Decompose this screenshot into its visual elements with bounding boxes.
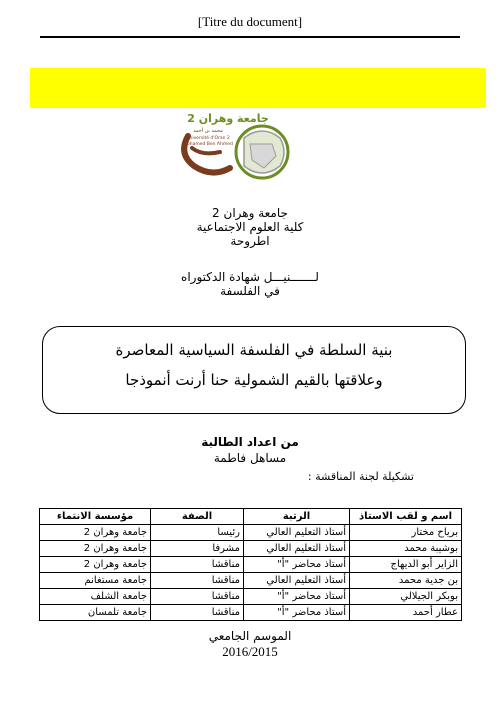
jury-institution: جامعة وهران 2 <box>40 541 151 557</box>
jury-name: برياح مختار <box>350 525 462 541</box>
logo-subtext-2: Université d'Oran 2 <box>186 136 230 141</box>
jury-role: مشرفا <box>151 541 244 557</box>
table-row <box>40 541 462 557</box>
jury-institution: جامعة مستغانم <box>40 573 151 589</box>
jury-name: عطار أحمد <box>350 605 462 621</box>
logo-arabic-name: جامعة وهران 2 <box>187 112 269 125</box>
university-logo <box>168 108 328 190</box>
header-name: اسم و لقب الاستاذ <box>350 509 462 525</box>
header-institution: مؤسسة الانتماء <box>40 509 151 525</box>
jury-institution: جامعة تلمسان <box>40 605 151 621</box>
table-row <box>40 573 462 589</box>
jury-role: مناقشا <box>151 573 244 589</box>
academic-year-block <box>0 628 500 660</box>
jury-role: رئيسا <box>151 525 244 541</box>
jury-name: بن جدية محمد <box>350 573 462 589</box>
committee-label: تشكيلة لجنة المناقشة : <box>307 470 414 483</box>
faculty-name: كلية العلوم الاجتماعية <box>196 220 304 234</box>
table-row <box>40 605 462 621</box>
table-row <box>40 525 462 541</box>
academic-year: 2016/2015 <box>222 644 278 659</box>
jury-institution: جامعة وهران 2 <box>40 557 151 573</box>
degree-line: لـــــــنيـــل شهادة الدكتوراه <box>181 270 319 284</box>
jury-rank: أستاذ محاضر "أ" <box>243 605 349 621</box>
jury-role: مناقشا <box>151 605 244 621</box>
highlight-band <box>30 68 486 108</box>
jury-table <box>39 508 462 621</box>
jury-role: مناقشا <box>151 557 244 573</box>
jury-name: الزاير أبو الديهاج <box>350 557 462 573</box>
jury-rank: أستاذ التعليم العالي <box>243 541 349 557</box>
table-row <box>40 589 462 605</box>
thesis-title-line1: بنية السلطة في الفلسفة السياسية المعاصرة <box>115 341 393 359</box>
logo-subtext-1: محمد بن أحمد <box>193 128 223 134</box>
jury-institution: جامعة وهران 2 <box>40 525 151 541</box>
institution-block <box>0 206 500 248</box>
prepared-by-block <box>0 434 500 466</box>
jury-rank: أستاذ محاضر "أ" <box>243 589 349 605</box>
university-name: جامعة وهران 2 <box>212 206 288 220</box>
header-divider <box>40 36 460 38</box>
table-row <box>40 557 462 573</box>
jury-institution: جامعة الشلف <box>40 589 151 605</box>
thesis-title-box <box>42 326 466 414</box>
jury-name: بوبكر الجيلالي <box>350 589 462 605</box>
student-name: مساهل فاطمة <box>213 451 287 465</box>
document-header-title: [Titre du document] <box>197 14 303 29</box>
logo-subtext-3: Mohamed Ben Ahmed <box>183 142 233 147</box>
jury-role: مناقشا <box>151 589 244 605</box>
degree-block <box>0 270 500 298</box>
jury-name: بوشيبة محمد <box>350 541 462 557</box>
jury-rank: أستاذ محاضر "أ" <box>243 557 349 573</box>
jury-table-header-row <box>40 509 462 525</box>
jury-rank: أستاذ التعليم العالي <box>243 525 349 541</box>
header-rank: الرتبة <box>243 509 349 525</box>
thesis-title-line2: وعلاقتها بالقيم الشمولية حنا أرنت أنموذجا <box>125 371 383 389</box>
academic-year-label: الموسم الجامعي <box>208 629 292 643</box>
jury-rank: أستاذ التعليم العالي <box>243 573 349 589</box>
document-type: اطروحة <box>230 234 270 248</box>
specialty: في الفلسفة <box>220 284 280 298</box>
prepared-by-label: من اعداد الطالبة <box>201 435 299 449</box>
header-role: الصفة <box>151 509 244 525</box>
university-logo-icon <box>168 108 328 190</box>
